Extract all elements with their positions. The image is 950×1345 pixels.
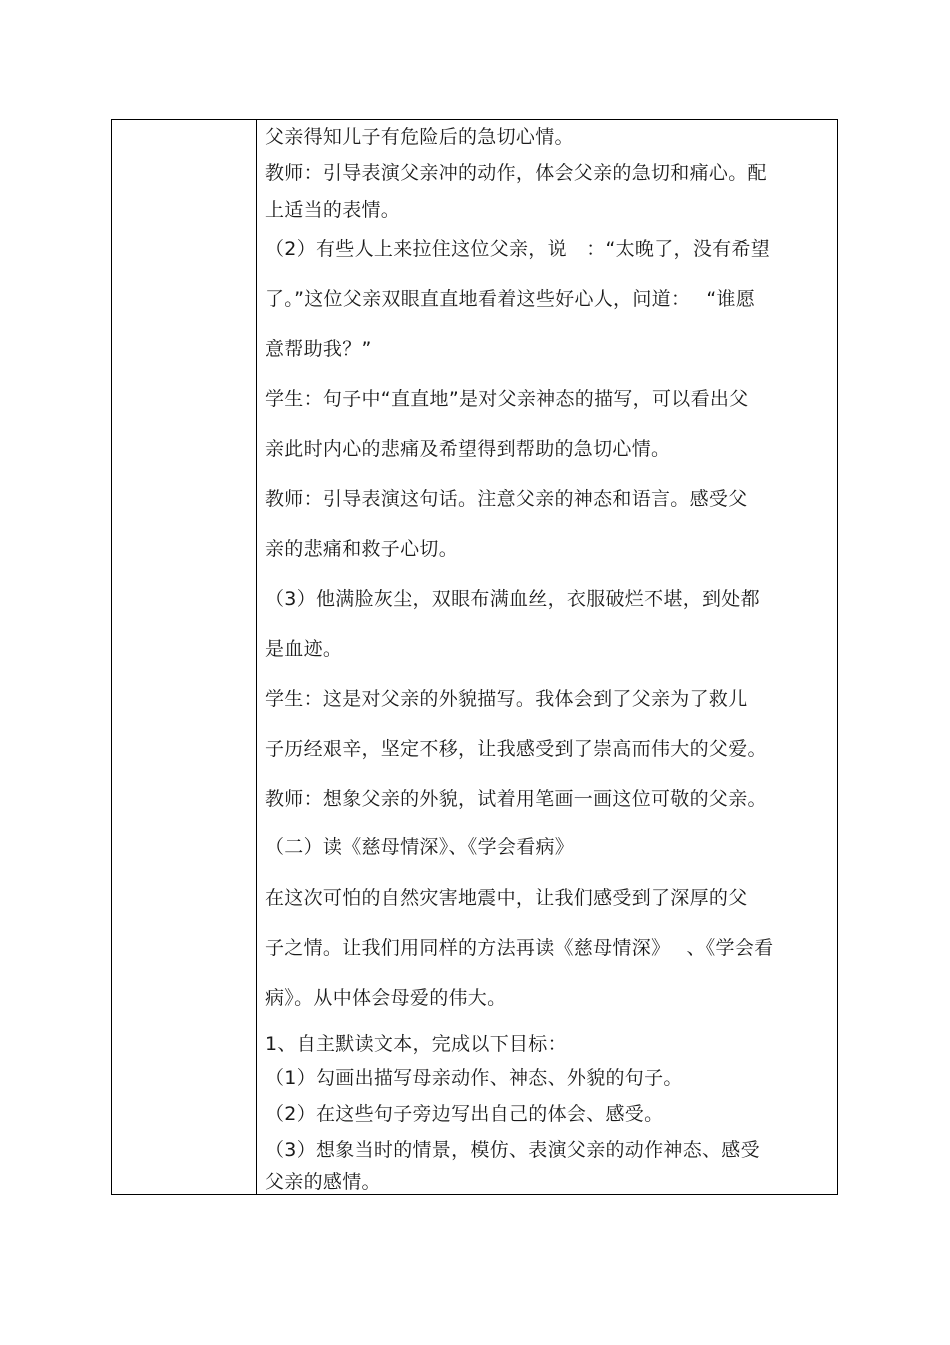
lesson-table [111, 119, 838, 1195]
text-line: 上适当的表情。 [265, 199, 401, 221]
text-line: （2）在这些句子旁边写出自己的体会、感受。 [265, 1103, 664, 1125]
left-column-cell [112, 120, 256, 1194]
text-line: 教师：想象父亲的外貌，试着用笔画一画这位可敬的父亲。 [265, 788, 767, 810]
text-line: （3）想象当时的情景，模仿、表演父亲的动作神态、感受 [265, 1139, 760, 1161]
text-line: 意帮助我？” [265, 338, 372, 360]
text-line: 亲此时内心的悲痛及希望得到帮助的急切心情。 [265, 438, 671, 460]
text-line: （3）他满脸灰尘，双眼布满血丝，衣服破烂不堪，到处都 [265, 588, 760, 610]
text-line: 了。”这位父亲双眼直直地看着这些好心人，问道： “谁愿 [265, 288, 756, 310]
text-line: 在这次可怕的自然灾害地震中，让我们感受到了深厚的父 [265, 887, 748, 909]
text-line: 子之情。让我们用同样的方法再读《慈母情深》 、《学会看 [265, 937, 774, 959]
text-line: 父亲的感情。 [265, 1171, 381, 1193]
text-line: 子历经艰辛，坚定不移，让我感受到了崇高而伟大的父爱。 [265, 738, 767, 760]
text-line: （1）勾画出描写母亲动作、神态、外貌的句子。 [265, 1067, 683, 1089]
text-line: 病》。从中体会母爱的伟大。 [265, 987, 507, 1009]
text-line: 教师：引导表演父亲冲的动作，体会父亲的急切和痛心。配 [265, 162, 767, 184]
text-line: （2）有些人上来拉住这位父亲，说 ：“太晚了，没有希望 [265, 238, 771, 260]
column-divider [256, 120, 257, 1194]
text-line: 是血迹。 [265, 638, 343, 660]
text-line: 父亲得知儿子有危险后的急切心情。 [265, 126, 574, 148]
text-line: 教师：引导表演这句话。注意父亲的神态和语言。感受父 [265, 488, 748, 510]
section-heading: （二）读《慈母情深》、《学会看病》 [265, 836, 575, 858]
text-line: 亲的悲痛和救子心切。 [265, 538, 459, 560]
text-line: 学生：句子中“直直地”是对父亲神态的描写，可以看出父 [265, 388, 749, 410]
text-line: 1、自主默读文本，完成以下目标： [265, 1033, 567, 1055]
text-line: 学生：这是对父亲的外貌描写。我体会到了父亲为了救儿 [265, 688, 748, 710]
